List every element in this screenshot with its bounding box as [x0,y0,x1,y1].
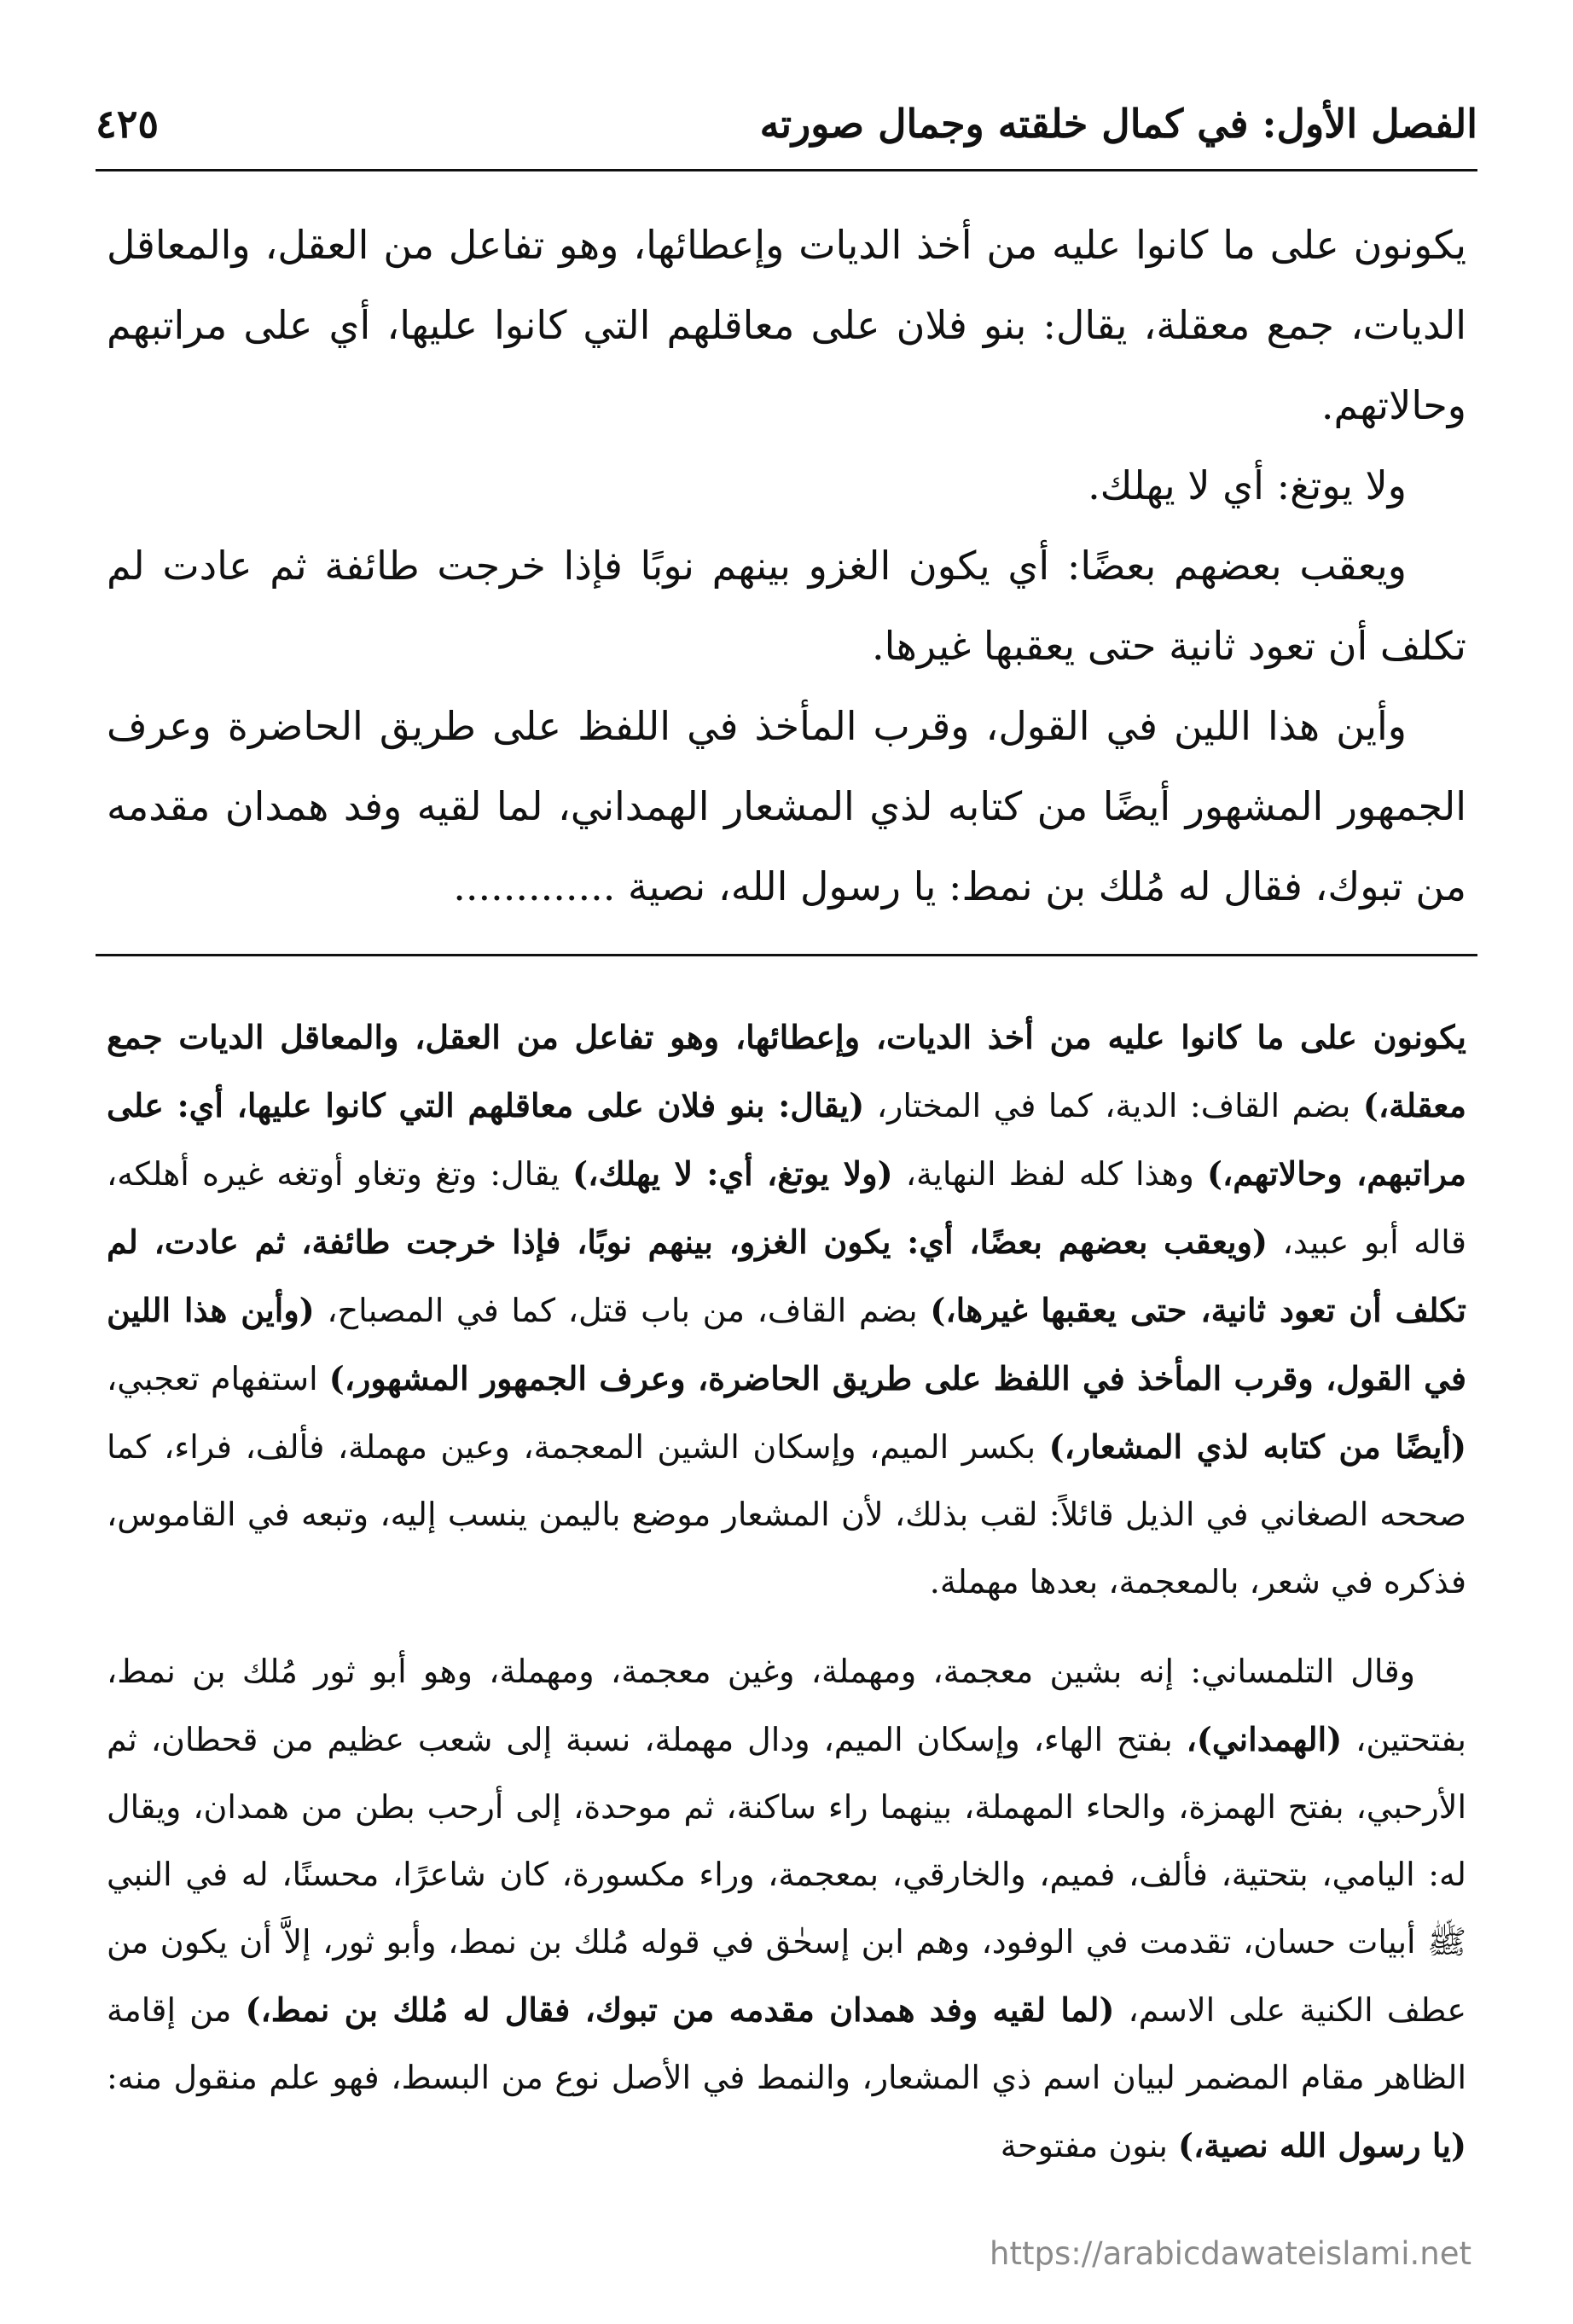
page-number: ٤٢٥ [96,101,160,147]
commentary-paragraph [107,1003,1466,1616]
gloss-text: من إقامة الظاهر مقام المضمر لبيان اسم ذي المشعار، والنمط في الأصل نوع من البسط، فهو علم منقول منه: [107,1991,1466,2096]
quoted-text: (أيضًا من كتابه لذي المشعار،) [1048,1427,1466,1466]
quoted-text: (وأين هذا اللين في القول، وقرب المأخذ في اللفظ على طريق الحاضرة، وعرف الجمهور المشهور،) [107,1291,1466,1397]
header-divider [96,169,1477,171]
commentary-paragraph [107,1638,1466,2180]
main-paragraph: وأين هذا اللين في القول، وقرب المأخذ في اللفظ على طريق الحاضرة وعرف الجمهور المشهور أيضًا من كتابه لذي المشعار الهمداني، لما لقيه وفد همدان مقدمه من تبوك، فقال له مُلك بن نمط: يا رسول الله، نصية ............. [107,703,1466,909]
main-paragraph: ويعقب بعضهم بعضًا: أي يكون الغزو بينهم نوبًا فإذا خرجت طائفة ثم عادت لم تكلف أن تعود ثانية حتى يعقبها غيرها. [107,543,1466,669]
gloss-text: بضم القاف: الدية، كما في المختار، [864,1087,1363,1124]
quoted-text: (يقال: بنو فلان على معاقلهم التي كانوا عليها، أي: على مراتبهم، وحالاتهم،) [107,1086,1466,1193]
quoted-text: (ولا يوتغ، أي: لا يهلك،) [572,1154,893,1193]
chapter-title: الفصل الأول: في كمال خلقته وجمال صورته [759,101,1477,147]
quoted-text: (ويعقب بعضهم بعضًا، أي: يكون الغزو، بينهم نوبًا، فإذا خرجت طائفة، ثم عادت، لم تكلف أن تعود ثانية، حتى يعقبها غيرها،) [107,1223,1466,1329]
gloss-text: بضم القاف، من باب قتل، كما في المصباح، [314,1292,931,1329]
gloss-text: بفتح الهاء، وإسكان الميم، ودال مهملة، نسبة إلى شعب عظيم من قحطان، ثم الأرحبي، بفتح الهمزة، والحاء المهملة، بينهما راء ساكنة، ثم موحدة، إلى أرحب بطن من همدان، ويقال له: اليامي، بتحتية، فألف، فميم، والخارقي، بمعجمة، وراء مكسورة، كان شاعرًا، محسنًا، له في النبي ﷺ أبيات حسان، تقدمت في الوفود، وهم ابن إسحٰق في قوله مُلك بن نمط، وأبو ثور، إلاَّ أن يكون من عطف الكنية على الاسم، [107,1721,1466,2029]
main-paragraph: ولا يوتغ: أي لا يهلك. [1088,462,1407,508]
gloss-text: يقال: وتغ وتغاو أوتغه غيره أهلكه، قاله أبو عبيد، [107,1155,1466,1261]
gloss-text: وهذا كله لفظ النهاية، [892,1155,1207,1193]
quoted-text: (لما لقيه وفد همدان مقدمه من تبوك، فقال له مُلك بن نمط،) [245,1990,1115,2029]
quoted-text: (يا رسول الله نصية،) [1178,2126,1466,2164]
watermark-url: https://arabicdawateislami.net [990,2235,1471,2272]
quoted-text: يكونون على ما كانوا عليه من أخذ الديات، وإعطائها، وهو تفاعل من العقل، والمعاقل الديات جمع معقلة،) [107,1018,1466,1124]
gloss-text: بكسر الميم، وإسكان الشين المعجمة، وعين مهملة، فألف، فراء، كما صححه الصغاني في الذيل قائلاً: لقب بذلك، لأن المشعار موضع باليمن ينسب إليه، وتبعه في القاموس، فذكره في شعر، بالمعجمة، بعدها مهملة. [107,1428,1466,1601]
gloss-text: بنون مفتوحة [1000,2127,1179,2164]
main-text [107,205,1466,927]
gloss-text: استفهام تعجبي، [107,1360,329,1397]
page-header [96,94,1477,154]
quoted-text: (الهمداني)، [1186,1720,1343,1758]
commentary [107,1003,1466,2180]
gloss-text: وقال التلمساني: إنه بشين معجمة، ومهملة، وغين معجمة، ومهملة، وهو أبو ثور مُلك بن نمط، بفتحتين، [107,1653,1467,1758]
main-paragraph: يكونون على ما كانوا عليه من أخذ الديات وإعطائها، وهو تفاعل من العقل، والمعاقل الديات، جمع معقلة، يقال: بنو فلان على معاقلهم التي كانوا عليها، أي على مراتبهم وحالاتهم. [107,222,1466,428]
footnote-divider [96,954,1477,956]
